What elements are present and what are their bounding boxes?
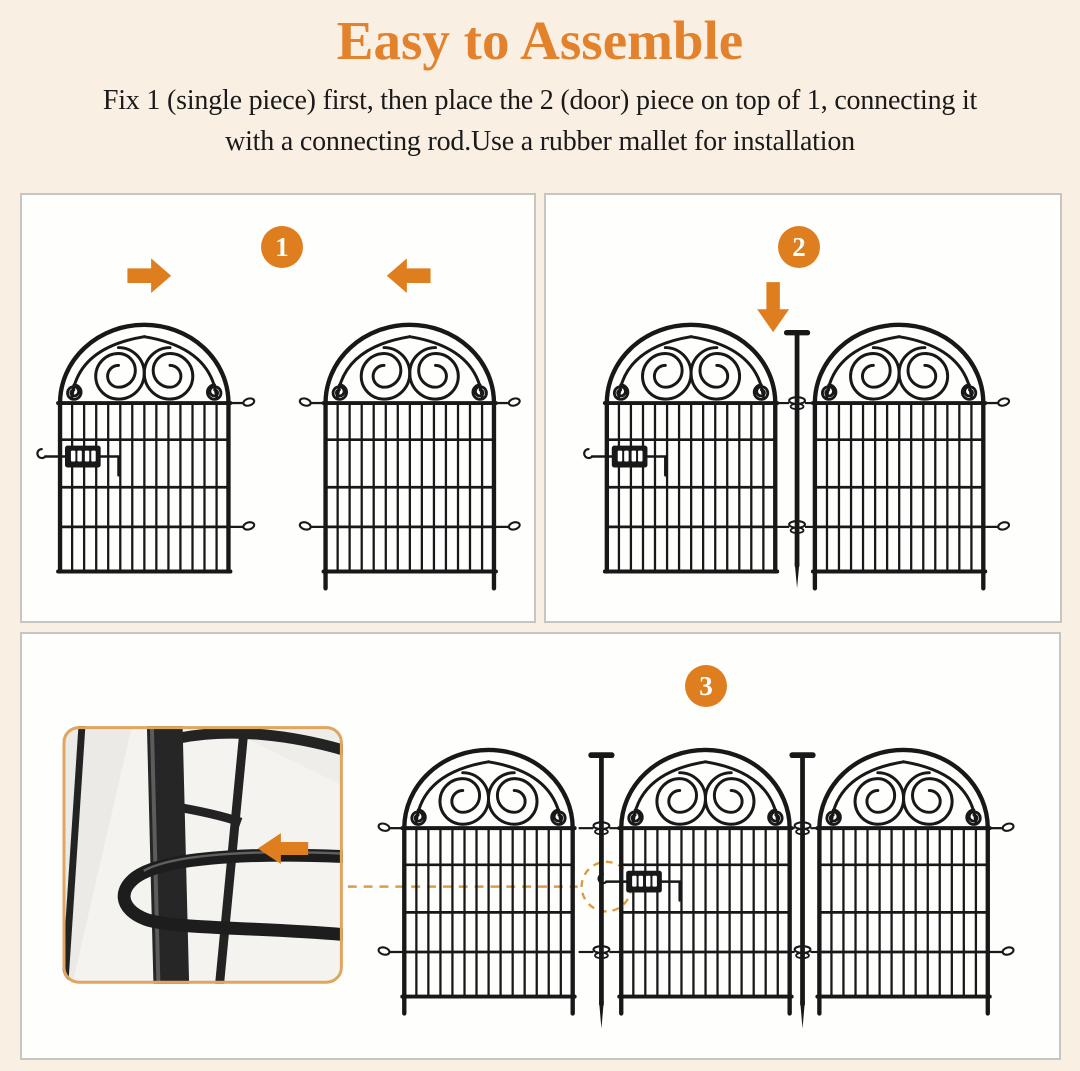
connector-eyelet bbox=[378, 946, 405, 956]
subtitle-line-1: Fix 1 (single piece) first, then place the 2 (door) piece on top of 1, connecting it bbox=[102, 85, 978, 116]
step-2-panel bbox=[544, 193, 1062, 623]
connector-eyelet bbox=[988, 946, 1015, 956]
dashed-highlight-circle bbox=[582, 862, 632, 912]
step-3-panel bbox=[20, 632, 1061, 1060]
header bbox=[0, 0, 1080, 162]
gate-latch bbox=[584, 446, 665, 476]
fence-door-piece bbox=[37, 325, 255, 572]
connector-eyelet bbox=[494, 521, 521, 531]
step-1-badge: 1 bbox=[261, 226, 303, 268]
connector-eyelet bbox=[988, 822, 1015, 832]
fence-door-piece bbox=[599, 750, 792, 1013]
connecting-rod bbox=[792, 755, 813, 1028]
fence-door-piece bbox=[584, 325, 777, 572]
connector-eyelet bbox=[228, 397, 255, 407]
connecting-rod bbox=[591, 755, 612, 1028]
page-title: Easy to Assemble bbox=[336, 10, 744, 71]
fence-single-piece bbox=[813, 325, 1010, 588]
connection-detail-inset bbox=[63, 718, 350, 991]
connector-eyelet bbox=[983, 397, 1010, 407]
connecting-rod bbox=[787, 333, 808, 589]
fence-single-piece bbox=[299, 325, 521, 588]
connector-eyelet bbox=[299, 521, 326, 531]
arrow-left-icon bbox=[387, 258, 431, 293]
connector-eyelet bbox=[228, 521, 255, 531]
gate-latch bbox=[599, 871, 680, 901]
step-3-badge: 3 bbox=[685, 665, 727, 707]
connector-eyelet bbox=[299, 397, 326, 407]
gate-latch bbox=[37, 446, 118, 476]
step-2-badge: 2 bbox=[778, 226, 820, 268]
subtitle-line-2: with a connecting rod.Use a rubber mallet for installation bbox=[225, 126, 855, 157]
fence-single-piece bbox=[378, 750, 575, 1013]
connector-eyelet bbox=[378, 822, 405, 832]
connector-eyelet bbox=[983, 521, 1010, 531]
connector-eyelet bbox=[494, 397, 521, 407]
arrow-right-icon bbox=[127, 258, 171, 293]
step-1-panel bbox=[20, 193, 536, 623]
step-3-illustration bbox=[22, 634, 1059, 1058]
fence-post-tube bbox=[165, 718, 172, 991]
arrow-down-icon bbox=[757, 282, 789, 332]
fence-single-piece bbox=[817, 750, 1014, 1013]
